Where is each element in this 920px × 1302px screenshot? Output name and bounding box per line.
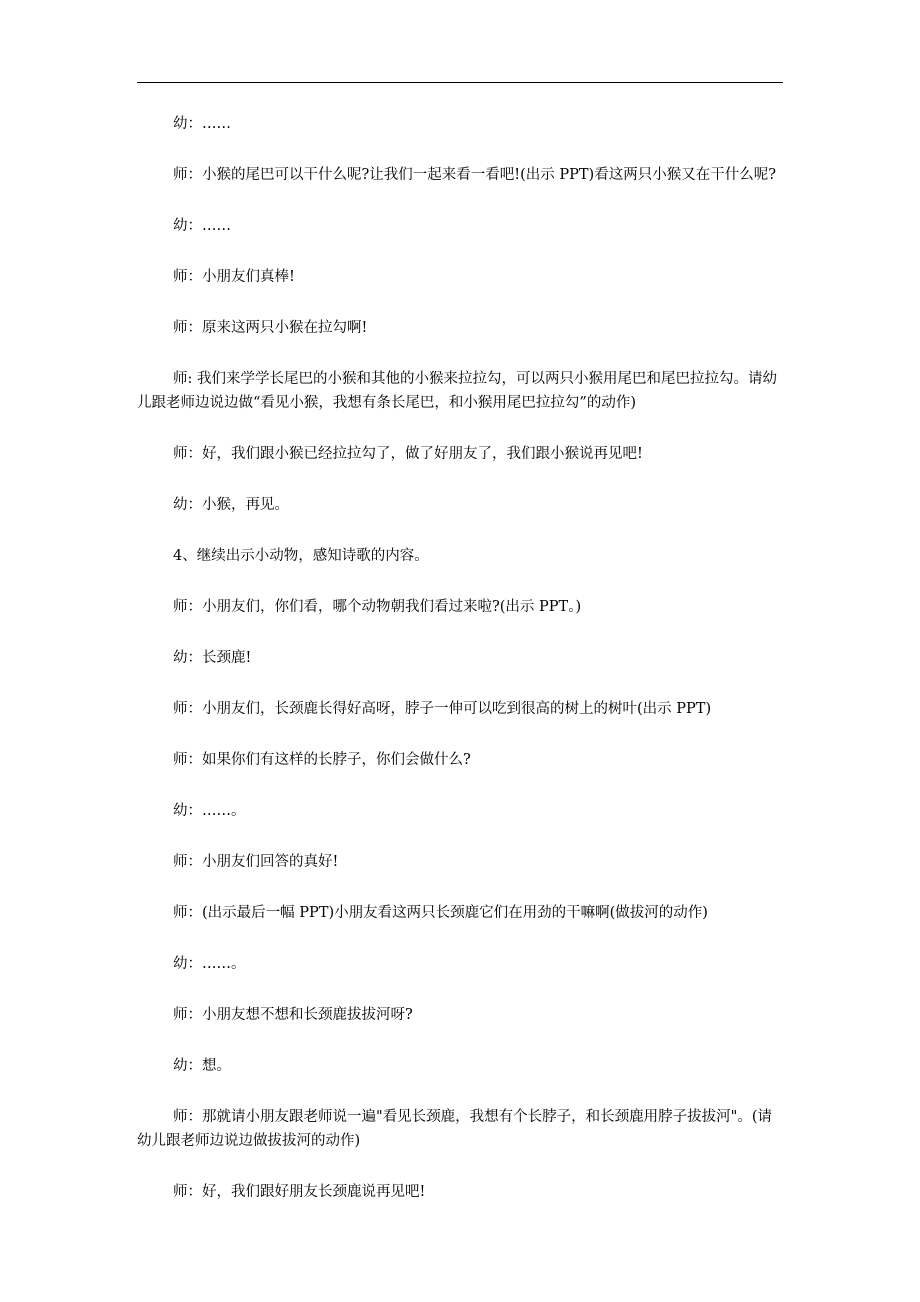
section-heading: 4、继续出示小动物，感知诗歌的内容。 [173,548,429,564]
paragraph: 师：如果你们有这样的长脖子，你们会做什么? [173,752,471,768]
paragraph: 幼：…… [173,218,231,234]
paragraph: 师：小朋友想不想和长颈鹿拔拔河呀? [173,1007,413,1023]
paragraph: 幼：……。 [173,803,246,819]
paragraph: 幼：小猴，再见。 [173,497,289,513]
paragraph: 幼：…… [173,116,231,132]
paragraph: 师：小朋友们真棒! [173,269,295,285]
header-rule [137,82,783,83]
paragraph: 幼：……。 [173,956,246,972]
paragraph: 师：那就请小朋友跟老师说一遍"看见长颈鹿，我想有个长脖子，和长颈鹿用脖子拔拔河"。(请幼儿跟老师边说边做拔拔河的动作) [137,1109,772,1149]
paragraph: 师：小朋友们，你们看，哪个动物朝我们看过来啦?(出示 PPT。) [173,599,582,615]
paragraph: 师: 我们来学学长尾巴的小猴和其他的小猴来拉拉勾，可以两只小猴用尾巴和尾巴拉拉勾。请幼儿跟老师边说边做“看见小猴，我想有条长尾巴，和小猴用尾巴拉拉勾”的动作) [137,371,777,411]
paragraph: 师：好，我们跟好朋友长颈鹿说再见吧! [173,1184,426,1200]
paragraph: 师：小朋友们，长颈鹿长得好高呀，脖子一伸可以吃到很高的树上的树叶(出示 PPT) [173,701,712,717]
paragraph: 幼：想。 [173,1058,231,1074]
paragraph: 幼：长颈鹿! [173,650,252,666]
paragraph: 师：好，我们跟小猴已经拉拉勾了，做了好朋友了，我们跟小猴说再见吧! [173,446,643,462]
paragraph: 师：小朋友们回答的真好! [173,854,339,870]
paragraph: 师：(出示最后一幅 PPT)小朋友看这两只长颈鹿它们在用劲的干嘛啊(做拔河的动作) [173,905,708,921]
document-body [137,112,783,1231]
paragraph: 师：原来这两只小猴在拉勾啊! [173,320,368,336]
paragraph: 师：小猴的尾巴可以干什么呢?让我们一起来看一看吧!(出示 PPT)看这两只小猴又在干什么呢? [173,167,776,183]
